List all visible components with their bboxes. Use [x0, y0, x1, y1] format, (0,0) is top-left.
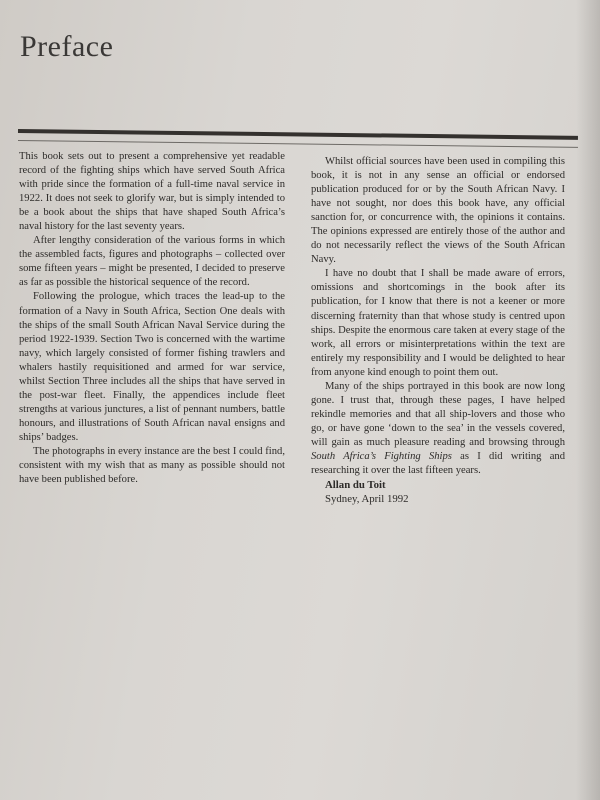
author-name: Allan du Toit — [325, 479, 386, 492]
book-title: South Africa’s Fighting Ships — [311, 450, 452, 462]
text-segment: Many of the ships portrayed in this book are now long gone. I trust that, through these pages, I have helped rekindle memories and that all ship-lovers and those who go, or have gone ‘down to the sea’ in the vessels covered, will gain as much pleasure reading and browsing through — [311, 380, 565, 448]
paragraph: This book sets out to present a comprehensive yet readable record of the fighting ships which have served South Africa with pride since the formation of a full-time naval service in 1922. It does not seek to glorify war, but is simply intended to be a book about the ships that have shaped South Africa’s naval history for the last seventy years. — [19, 151, 285, 233]
text-segment: as I did writing and researching it over the last fifteen years. — [311, 450, 565, 477]
page-title: Preface — [20, 30, 114, 63]
paragraph: The photographs in every instance are the best I could find, consistent with my wish that as many as possible should not have been published before. — [19, 445, 285, 486]
place-date: Sydney, April 1992 — [325, 493, 409, 506]
paragraph: After lengthy consideration of the various forms in which the assembled facts, figures and photographs – collected over some fifteen years – might be presented, I decided to preserve as far as possible the historical sequence of the record. — [19, 235, 285, 289]
page-edge-shadow — [576, 0, 600, 800]
left-text-column — [19, 150, 285, 487]
paragraph: Whilst official sources have been used in compiling this book, it is not in any sense an official or endorsed publication produced for or by the South African Navy. I have not sought, nor does this book have, any official sanction for, or concurrence with, the opinions it contains. The opinions expressed are entirely those of the author and do not necessarily reflect the views of the South African Navy. — [311, 156, 565, 266]
signature-block — [311, 478, 565, 506]
heading-rule-thick — [18, 129, 578, 140]
right-text-column — [311, 155, 565, 506]
heading-rule-thin — [18, 140, 578, 148]
paragraph: I have no doubt that I shall be made aware of errors, omissions and shortcomings in the book after its publication, for I know that there is not a keener or more discerning fraternity than that whose study is centred upon ships. Despite the enormous care taken at every stage of the work, all errors or misinterpretations within the text are entirely my responsibility and I would be delighted to hear from anyone kind enough to point them out. — [311, 268, 565, 378]
paragraph: Following the prologue, which traces the lead-up to the formation of a Navy in South Africa, Section One deals with the ships of the small South African Naval Service during the period 1922-1939. Section Two is concerned with the wartime navy, which largely consisted of former fishing trawlers and whalers hastily requisitioned and armed for war service, whilst Section Three includes all the ships that have served in the post-war fleet. Finally, the appendices include fleet strengths at various junctures, a list of pennant numbers, battle honours, and illustrations of South African naval ensigns and ships’ badges. — [19, 291, 285, 443]
paragraph-with-book-title — [311, 380, 565, 478]
